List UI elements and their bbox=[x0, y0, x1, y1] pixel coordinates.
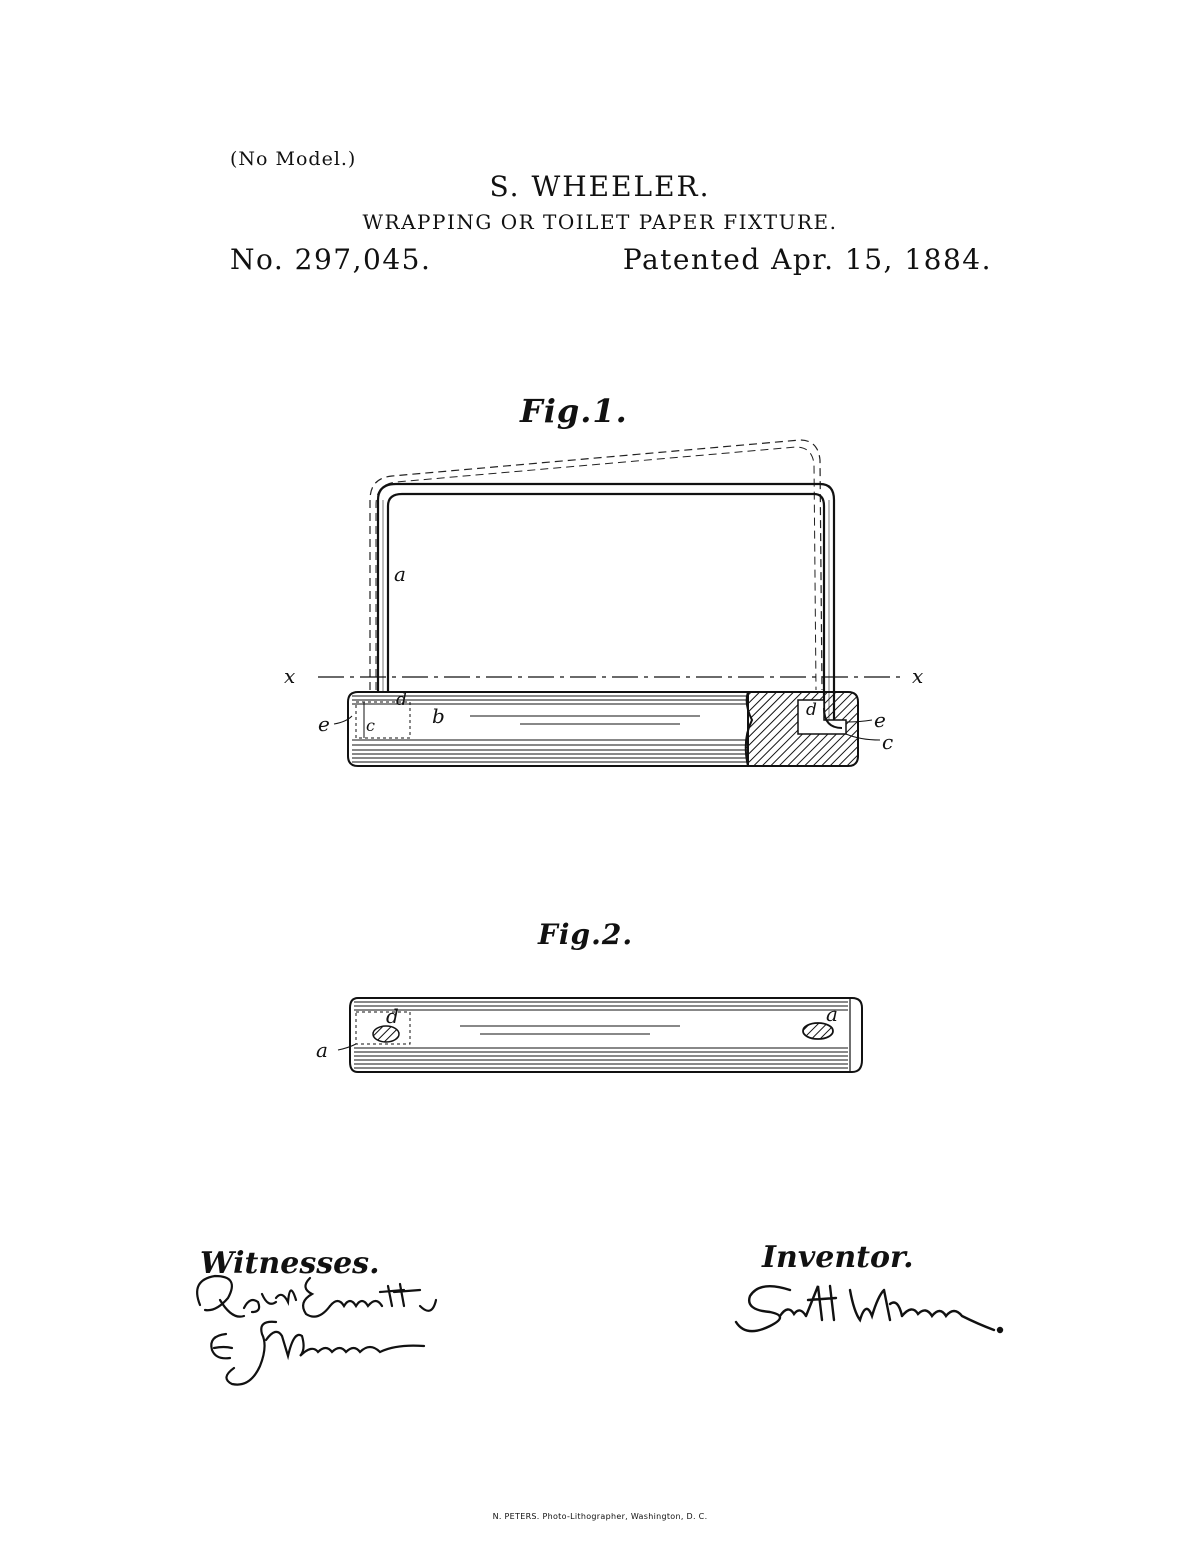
inventor-name: S. WHEELER. bbox=[489, 170, 711, 203]
inventor-signature bbox=[736, 1286, 1002, 1332]
model-note: (No Model.) bbox=[230, 148, 357, 170]
fig1-label-x-right: x bbox=[912, 664, 924, 688]
witness-signature-1 bbox=[197, 1276, 436, 1317]
witness-signature-2 bbox=[211, 1322, 424, 1385]
fig1-label-e-right: e bbox=[874, 708, 886, 732]
fig2-label-d: d bbox=[386, 1004, 399, 1028]
fig1-frame-dashed bbox=[370, 440, 822, 690]
fig1-label-e-left: e bbox=[318, 712, 330, 736]
fig1-label-c-left: c bbox=[366, 716, 375, 735]
printer-footer: N. PETERS. Photo-Lithographer, Washington, D. C. bbox=[492, 1512, 708, 1521]
witnesses-heading: Witnesses. bbox=[200, 1246, 380, 1281]
patent-title: WRAPPING OR TOILET PAPER FIXTURE. bbox=[362, 210, 838, 234]
fig1-roller bbox=[348, 692, 858, 766]
fig1-label-d-left: d bbox=[396, 690, 407, 710]
fig1-label-c-right: c bbox=[882, 730, 894, 754]
fig1-label-b: b bbox=[432, 704, 445, 728]
fig2-label-a-right: a bbox=[826, 1002, 838, 1026]
fig2-label: Fig.2. bbox=[538, 918, 634, 951]
fig1-frame-wire bbox=[378, 484, 834, 722]
fig2-label-a-left: a bbox=[316, 1038, 328, 1062]
fig1-label-x-left: x bbox=[284, 664, 296, 688]
fig1-label-a: a bbox=[394, 562, 406, 586]
fig2-left-slot bbox=[373, 1026, 399, 1042]
fig2-drawing bbox=[338, 998, 862, 1072]
patent-date: Patented Apr. 15, 1884. bbox=[622, 243, 992, 276]
fig1-label-d-right: d bbox=[806, 700, 817, 720]
inventor-heading: Inventor. bbox=[762, 1240, 914, 1275]
patent-number: No. 297,045. bbox=[230, 243, 432, 276]
fig1-label: Fig.1. bbox=[520, 392, 628, 430]
